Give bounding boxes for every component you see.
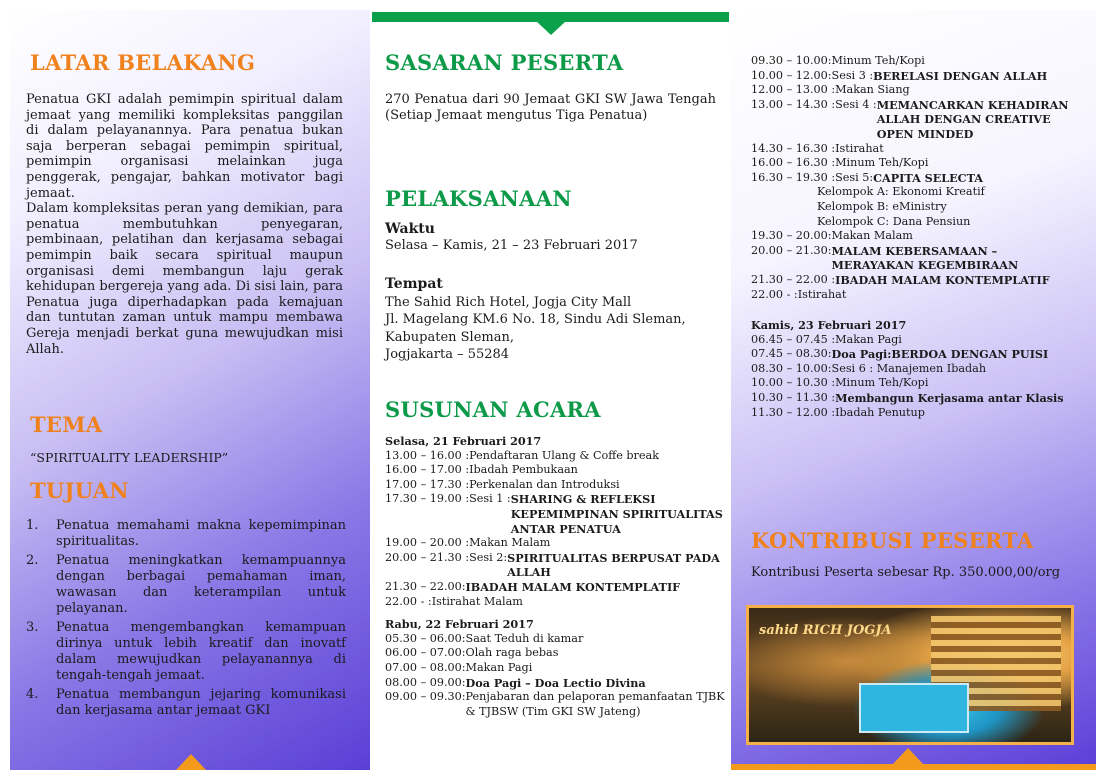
tempat-line: Jogjakarta – 55284 (385, 347, 510, 362)
tema-text: “SPIRITUALITY LEADERSHIP” (30, 450, 229, 465)
schedule-row: 06.00 – 07.00: Olah raga bebas (385, 646, 559, 660)
latar-paragraph-2: Dalam kompleksitas peran yang demikian, para penatua membutuhkan penyegaran, pembinaan, pelatihan dan kerjasama sebagai pemimpin baik secara spiritual maupun organisasi demi membangun laju gerak kehidupan bergereja yang ada. Di sisi lain, para Penatua juga diperhadapkan pada kemajuan dan tuntutan zaman untuk mampu membawa Gereja menjadi berkat guna mewujudkan misi Allah. (26, 201, 343, 357)
waktu-text: Selasa – Kamis, 21 – 23 Februari 2017 (385, 237, 638, 253)
tujuan-item: 4. Penatua membangun jejaring komunikasi dan kerjasama antar jemaat GKI (26, 687, 346, 718)
schedule-row: 10.00 – 10.30 : Minum Teh/Kopi (751, 376, 929, 390)
tema-heading: TEMA (30, 412, 103, 437)
schedule-selasa (385, 430, 725, 719)
schedule-row: 08.00 – 09.00: Doa Pagi – Doa Lectio Divina (385, 675, 646, 690)
schedule-row: 21.30 – 22.00 : IBADAH MALAM KONTEMPLATIF (751, 272, 1050, 287)
schedule-row: 19.30 – 20.00: Makan Malam (751, 229, 913, 243)
schedule-row: 20.00 – 21.30: MALAM KEBERSAMAAN – MERAYAKAN KEGEMBIRAAN (751, 243, 1019, 273)
pelaksanaan-heading: PELAKSANAAN (385, 186, 572, 211)
schedule-row: 13.00 – 16.00 : Pendaftaran Ulang & Coffe break (385, 448, 659, 462)
kelompok-item: Kelompok C: Dana Pensiun (817, 214, 971, 228)
tujuan-item: 3. Penatua mengembangkan kemampuan dirinya untuk lebih kreatif dan inovatf dalam mewujudkan pelayanannya di tengah-tengah jemaat. (26, 620, 346, 683)
schedule-row: 10.30 – 11.30 : Membangun Kerjasama antar Klasis (751, 391, 1064, 406)
bottom-bar-decoration (731, 764, 1096, 770)
schedule-row: 16.00 – 17.00 : Ibadah Pembukaan (385, 463, 578, 477)
sasaran-heading: SASARAN PESERTA (385, 50, 624, 75)
middle-panel (372, 10, 729, 770)
schedule-row: 12.00 – 13.00 : Makan Siang (751, 83, 910, 97)
top-arrow-decoration (536, 21, 566, 35)
tujuan-item: 1. Penatua memahami makna kepemimpinan spiritualitas. (26, 518, 346, 549)
tujuan-list (26, 518, 346, 722)
sasaran-text: 270 Penatua dari 90 Jemaat GKI SW Jawa Tengah (Setiap Jemaat mengutus Tiga Penatua) (385, 92, 716, 123)
waktu-label: Waktu (385, 221, 435, 237)
schedule-row: 16.30 – 19.30 : Sesi 5: CAPITA SELECTA (751, 170, 983, 185)
schedule-row: 21.30 – 22.00: IBADAH MALAM KONTEMPLATIF (385, 579, 681, 594)
latar-belakang-text (26, 92, 343, 357)
bottom-arrow-decoration (176, 754, 206, 770)
schedule-row: 09.00 – 09.30: Penjabaran dan pelaporan pemanfaatan TJBK & TJBSW (Tim GKI SW Jateng) (385, 690, 725, 718)
schedule-row: 10.00 – 12.00: Sesi 3 : BERELASI DENGAN ALLAH (751, 68, 1048, 83)
right-panel (731, 10, 1096, 770)
kelompok-item: Kelompok B: eMinistry (817, 199, 947, 213)
tempat-line: The Sahid Rich Hotel, Jogja City Mall (385, 294, 632, 310)
schedule-row: 09.30 – 10.00: Minum Teh/Kopi (751, 54, 925, 67)
kelompok-item: Kelompok A: Ekonomi Kreatif (817, 185, 985, 199)
left-panel (10, 10, 370, 770)
tujuan-heading: TUJUAN (30, 478, 129, 503)
tempat-line: Kabupaten Sleman, (385, 329, 514, 345)
schedule-row: 13.00 – 14.30 : Sesi 4 : MEMANCARKAN KEHADIRAN ALLAH DENGAN CREATIVE OPEN MINDED (751, 97, 1069, 141)
schedule-row: 05.30 – 06.00: Saat Teduh di kamar (385, 631, 584, 645)
kontribusi-text: Kontribusi Peserta sebesar Rp. 350.000,00/org (751, 565, 1061, 580)
bottom-arrow-decoration (893, 748, 923, 764)
schedule-rabu-continued (751, 54, 1081, 420)
hotel-photo (746, 605, 1074, 745)
day-title: Selasa, 21 Februari 2017 (385, 434, 542, 448)
tempat-block (385, 276, 725, 364)
schedule-row: 22.00 - : Istirahat (751, 287, 847, 301)
schedule-row: 07.00 – 08.00: Makan Pagi (385, 660, 533, 674)
tempat-line: Jl. Magelang KM.6 No. 18, Sindu Adi Sleman, (385, 312, 686, 327)
schedule-row: 14.30 – 16.30 : Istirahat (751, 141, 884, 155)
schedule-row: 22.00 - : Istirahat Malam (385, 594, 523, 608)
latar-paragraph-1: Penatua GKI adalah pemimpin spiritual dalam jemaat yang memiliki kompleksitas panggilan di dalam pelayanannya. Para penatua bukan saja berperan sebagai pemimpin spiritual, pemimpin organisasi melainkan juga penggerak, pengajar, bahkan motivator bagi jemaat. (26, 92, 343, 201)
schedule-row: 16.00 – 16.30 : Minum Teh/Kopi (751, 156, 929, 170)
latar-belakang-heading: LATAR BELAKANG (30, 50, 256, 75)
schedule-row: 19.00 – 20.00 : Makan Malam (385, 536, 551, 550)
tujuan-item: 2. Penatua meningkatkan kemampuannya dengan berbagai pemahaman iman, wawasan dan keterampilan untuk pelayanan. (26, 553, 346, 616)
day-title: Rabu, 22 Februari 2017 (385, 617, 534, 632)
schedule-row: 11.30 – 12.00 : Ibadah Penutup (751, 405, 925, 419)
schedule-row: 06.45 – 07.45 : Makan Pagi (751, 332, 902, 346)
schedule-row: 07.45 – 08.30: Doa Pagi: BERDOA DENGAN PUISI (751, 347, 1049, 362)
hotel-pool-image (859, 683, 969, 733)
schedule-row: 17.30 – 19.00 : Sesi 1 : SHARING & REFLEKSI KEPEMIMPINAN SPIRITUALITAS ANTAR PENATUA (385, 492, 723, 536)
susunan-heading: SUSUNAN ACARA (385, 397, 601, 422)
hotel-logo: sahid RICH JOGJA (759, 623, 892, 638)
waktu-block (385, 222, 725, 253)
schedule-row: 08.30 – 10.00: Sesi 6 : Manajemen Ibadah (751, 361, 987, 375)
kontribusi-heading: KONTRIBUSI PESERTA (751, 528, 1034, 553)
schedule-row: 20.00 – 21.30 : Sesi 2: SPIRITUALITAS BERPUSAT PADA ALLAH (385, 550, 720, 580)
schedule-row: 17.00 – 17.30 : Perkenalan dan Introduksi (385, 477, 620, 491)
kelompok-list (751, 185, 1081, 229)
tempat-label: Tempat (385, 276, 443, 292)
day-title: Kamis, 23 Februari 2017 (751, 318, 907, 333)
